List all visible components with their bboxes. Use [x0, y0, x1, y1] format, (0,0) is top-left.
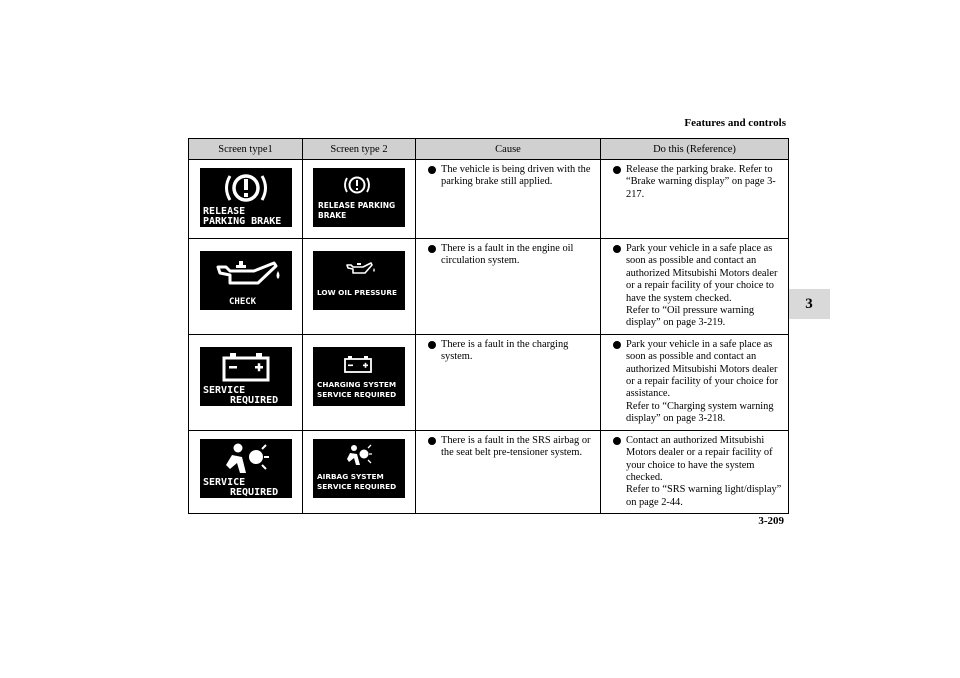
action-text: Release the parking brake. Refer to “Brake warning display” on page 3-217.	[626, 164, 776, 200]
table-row	[189, 430, 789, 513]
screen-text: SERVICE REQUIRED	[317, 389, 397, 399]
screen-type2-brake	[313, 168, 405, 227]
bullet-icon	[613, 166, 621, 174]
screen-text: REQUIRED	[229, 394, 278, 406]
screen-text: SERVICE	[202, 476, 245, 488]
screen-text: RELEASE PARKING	[318, 201, 396, 210]
screen-type1-oil	[200, 251, 292, 310]
table-header-row	[189, 139, 789, 160]
table-row	[189, 334, 789, 430]
screen-text: CHARGING SYSTEM	[317, 379, 397, 389]
column-header: Screen type 2	[303, 139, 416, 160]
screen-type1-airbag	[200, 439, 292, 498]
bullet-icon	[613, 245, 621, 253]
action-text: Park your vehicle in a safe place as soon as possible and contact an authorized Mitsubishi Motors dealer or a repair facility of your choice for assistance.	[626, 338, 779, 400]
screen-type1-brake	[200, 168, 292, 227]
page-header-title: Features and controls	[684, 117, 786, 129]
column-header: Cause	[416, 139, 601, 160]
warning-display-table	[188, 138, 789, 514]
screen-text: RELEASE	[202, 206, 245, 217]
bullet-icon	[613, 437, 621, 445]
screen-text: CHECK	[228, 297, 256, 307]
screen-type2-oil	[313, 251, 405, 310]
screen-text: SERVICE REQUIRED	[317, 481, 397, 491]
reference-text: Refer to “Charging system warning display” on page 3-218.	[626, 400, 774, 425]
bullet-icon	[428, 437, 436, 445]
screen-text: AIRBAG SYSTEM	[317, 471, 384, 481]
screen-text: SERVICE	[202, 384, 245, 396]
screen-text: LOW OIL PRESSURE	[317, 288, 397, 297]
table-row	[189, 160, 789, 239]
bullet-icon	[613, 341, 621, 349]
cause-text: There is a fault in the engine oil circulation system.	[441, 243, 574, 267]
column-header: Do this (Reference)	[601, 139, 789, 160]
column-header: Screen type1	[189, 139, 303, 160]
screen-text: PARKING BRAKE	[202, 216, 281, 227]
page-number: 3-209	[758, 515, 784, 527]
screen-text: REQUIRED	[229, 486, 278, 498]
cause-text: There is a fault in the SRS airbag or the seat belt pre-tensioner system.	[441, 434, 591, 459]
cause-text: The vehicle is being driven with the parking brake still applied.	[441, 164, 591, 188]
screen-type1-battery	[200, 347, 292, 406]
screen-text: BRAKE	[318, 211, 347, 220]
table-row	[189, 239, 789, 335]
cause-text: There is a fault in the charging system.	[441, 338, 569, 363]
reference-text: Refer to “SRS warning light/display” on page 2-44.	[626, 484, 782, 508]
bullet-icon	[428, 245, 436, 253]
bullet-icon	[428, 166, 436, 174]
bullet-icon	[428, 341, 436, 349]
screen-type2-airbag	[313, 439, 405, 498]
reference-text: Refer to “Oil pressure warning display” on page 3-219.	[626, 305, 755, 329]
chapter-tab: 3	[788, 289, 830, 319]
screen-type2-battery	[313, 347, 405, 406]
action-text: Park your vehicle in a safe place as soon as possible and contact an authorized Mitsubishi Motors dealer or a repair facility of your choice to have the system checked.	[626, 243, 778, 304]
action-text: Contact an authorized Mitsubishi Motors dealer or a repair facility of your choice to have the system checked.	[626, 434, 773, 483]
